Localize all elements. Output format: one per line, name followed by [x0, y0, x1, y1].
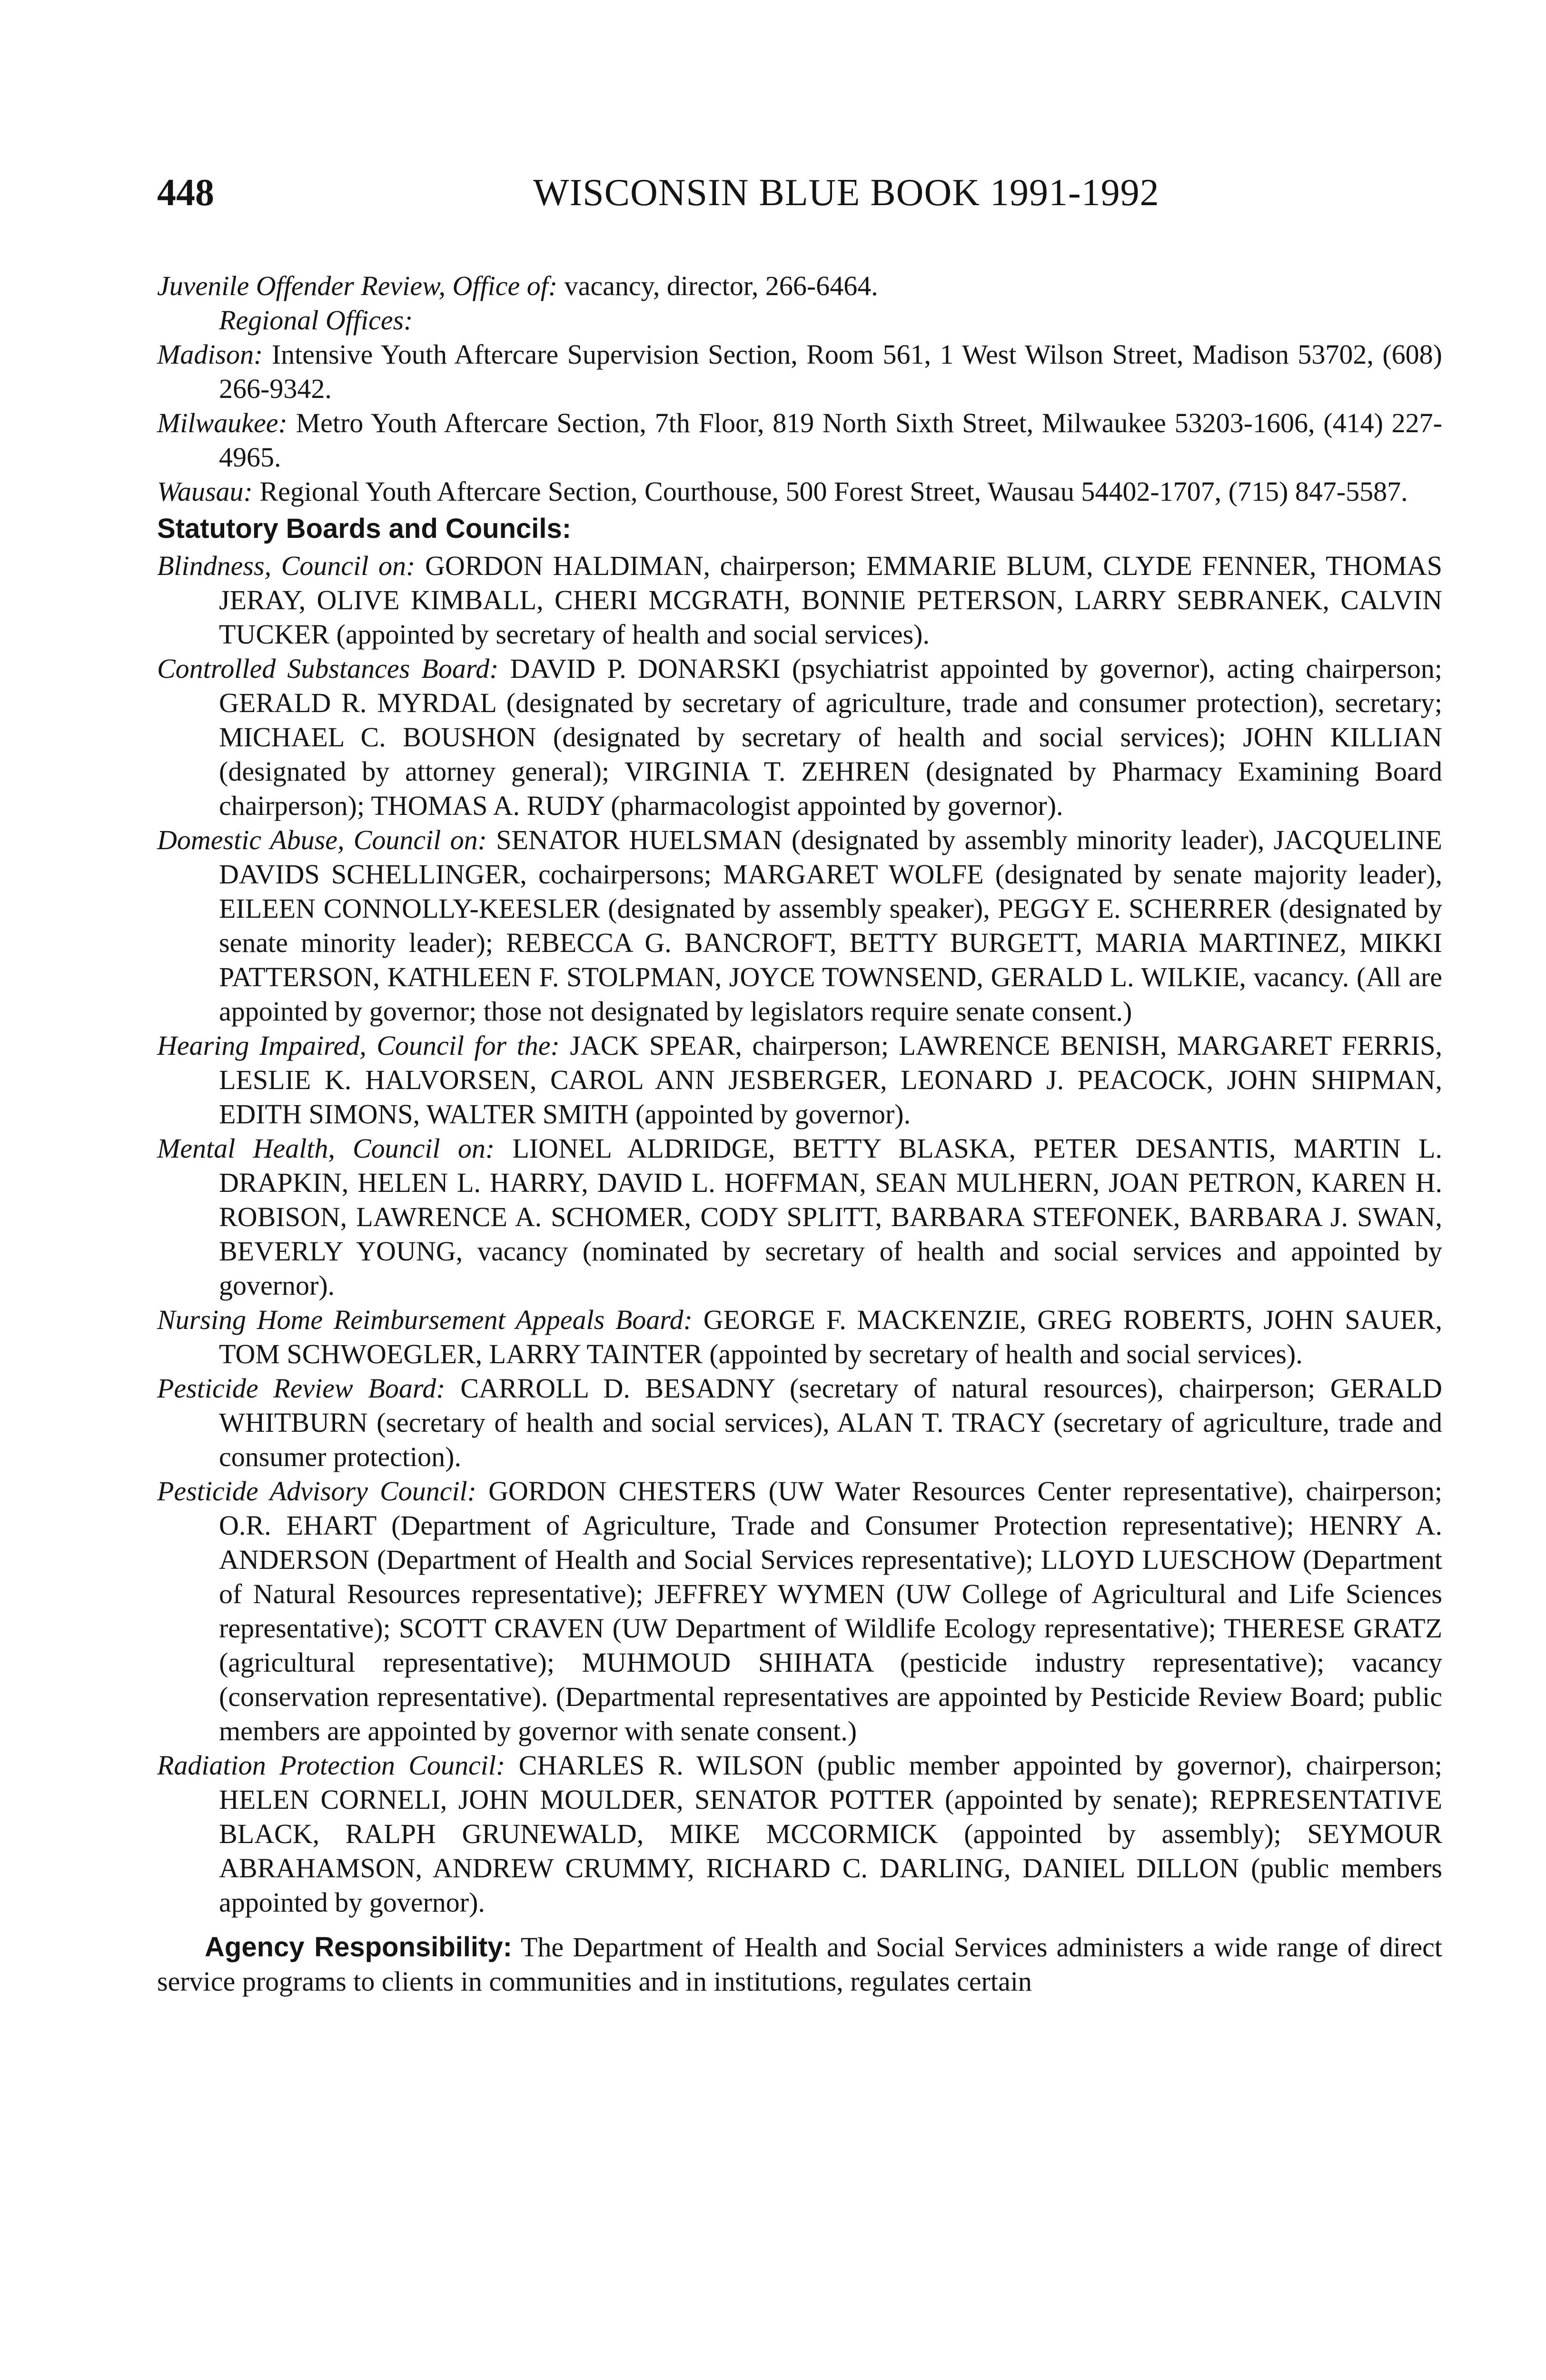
page-header [157, 171, 1442, 224]
regional-office-madison [157, 337, 1442, 406]
entry-text: vacancy, director, 266-6464. [557, 270, 878, 301]
board-entry-mental-health [157, 1131, 1442, 1303]
board-title: Nursing Home Reimbursement Appeals Board: [157, 1304, 693, 1335]
regional-office-wausau [157, 475, 1442, 509]
board-title: Mental Health, Council on: [157, 1133, 495, 1164]
board-text: LIONEL ALDRIDGE, BETTY BLASKA, PETER DESANTIS, MARTIN L. DRAPKIN, HELEN L. HARRY, DAVID L. HOFFMAN, SEAN MULHERN, JOAN PETRON, KAREN H. ROBISON, LAWRENCE A. SCHOMER, CODY SPLITT, BARBARA STEFONEK, BARBARA J. SWAN, BEVERLY YOUNG, vacancy (nominated by secretary of health and social services and appointed by governor). [219, 1133, 1442, 1301]
running-title: WISCONSIN BLUE BOOK 1991-1992 [533, 172, 1160, 214]
entry-title: Juvenile Offender Review, Office of: [157, 270, 558, 301]
board-text: JACK SPEAR, chairperson; LAWRENCE BENISH, MARGARET FERRIS, LESLIE K. HALVORSEN, CAROL ANN JESBERGER, LEONARD J. PEACOCK, JOHN SHIPMAN, EDITH SIMONS, WALTER SMITH (appointed by governor). [219, 1030, 1442, 1130]
board-title: Domestic Abuse, Council on: [157, 824, 487, 855]
office-text: Intensive Youth Aftercare Supervision Section, Room 561, 1 West Wilson Street, Madison 53702, (608) 266-9342. [219, 339, 1442, 404]
board-text: GORDON HALDIMAN, chairperson; EMMARIE BLUM, CLYDE FENNER, THOMAS JERAY, OLIVE KIMBALL, CHERI MCGRATH, BONNIE PETERSON, LARRY SEBRANEK, CALVIN TUCKER (appointed by secretary of health and social services). [219, 550, 1442, 650]
office-label: Madison: [157, 339, 263, 370]
agency-heading: Agency Responsibility: [205, 1932, 512, 1963]
office-label: Wausau: [157, 476, 253, 507]
page-body [157, 269, 1442, 2026]
regional-office-milwaukee [157, 406, 1442, 475]
board-entry-controlled-substances [157, 652, 1442, 823]
office-text: Regional Youth Aftercare Section, Courthouse, 500 Forest Street, Wausau 54402-1707, (715) 847-5587. [252, 476, 1408, 507]
board-title: Hearing Impaired, Council for the: [157, 1030, 560, 1061]
board-entry-domestic-abuse [157, 823, 1442, 1029]
board-entry-nursing-home [157, 1303, 1442, 1371]
board-title: Blindness, Council on: [157, 550, 416, 581]
board-text: DAVID P. DONARSKI (psychiatrist appointed by governor), acting chairperson; GERALD R. MYRDAL (designated by secretary of agriculture, trade and consumer protection), secretary; MICHAEL C. BOUSHON (designated by secretary of health and social services); JOHN KILLIAN (designated by attorney general); VIRGINIA T. ZEHREN (designated by Pharmacy Examining Board chairperson); THOMAS A. RUDY (pharmacologist appointed by governor). [219, 653, 1442, 821]
board-entry-hearing-impaired [157, 1029, 1442, 1131]
board-entry-pesticide-review [157, 1371, 1442, 1474]
board-entry-blindness [157, 549, 1442, 652]
regional-offices-title: Regional Offices: [219, 305, 413, 336]
board-text: GEORGE F. MACKENZIE, GREG ROBERTS, JOHN SAUER, TOM SCHWOEGLER, LARRY TAINTER (appointed by secretary of health and social services). [219, 1304, 1442, 1369]
board-title: Radiation Protection Council: [157, 1750, 505, 1781]
board-text: CARROLL D. BESADNY (secretary of natural resources), chairperson; GERALD WHITBURN (secretary of health and social services), ALAN T. TRACY (secretary of agriculture, trade and consumer protection). [219, 1373, 1442, 1472]
board-entry-radiation-protection [157, 1748, 1442, 1920]
office-label: Milwaukee: [157, 407, 287, 438]
board-text: GORDON CHESTERS (UW Water Resources Center representative), chairperson; O.R. EHART (Department of Agriculture, Trade and Consumer Protection representative); HENRY A. ANDERSON (Department of Health and Social Services representative); LLOYD LUESCHOW (Department of Natural Resources representative); JEFFREY WYMEN (UW College of Agricultural and Life Sciences representative); SCOTT CRAVEN (UW Department of Wildlife Ecology representative); THERESE GRATZ (agricultural representative); MUHMOUD SHIHATA (pesticide industry representative); vacancy (conservation representative). (Departmental representatives are appointed by Pesticide Review Board; public members are appointed by governor with senate consent.) [219, 1476, 1442, 1746]
board-title: Pesticide Advisory Council: [157, 1476, 476, 1507]
office-text: Metro Youth Aftercare Section, 7th Floor, 819 North Sixth Street, Milwaukee 53203-1606, (414) 227-4965. [219, 407, 1442, 473]
board-title: Pesticide Review Board: [157, 1373, 446, 1404]
board-text: SENATOR HUELSMAN (designated by assembly minority leader), JACQUELINE DAVIDS SCHELLINGER, cochairpersons; MARGARET WOLFE (designated by senate majority leader), EILEEN CONNOLLY-KEESLER (designated by assembly speaker), PEGGY E. SCHERRER (designated by senate minority leader); REBECCA G. BANCROFT, BETTY BURGETT, MARIA MARTINEZ, MIKKI PATTERSON, KATHLEEN F. STOLPMAN, JOYCE TOWNSEND, GERALD L. WILKIE, vacancy. (All are appointed by governor; those not designated by legislators require senate consent.) [219, 824, 1442, 1027]
juvenile-entry [157, 269, 1442, 303]
board-text: CHARLES R. WILSON (public member appointed by governor), chairperson; HELEN CORNELI, JOHN MOULDER, SENATOR POTTER (appointed by senate); REPRESENTATIVE BLACK, RALPH GRUNEWALD, MIKE MCCORMICK (appointed by assembly); SEYMOUR ABRAHAMSON, ANDREW CRUMMY, RICHARD C. DARLING, DANIEL DILLON (public members appointed by governor). [219, 1750, 1442, 1918]
statutory-heading: Statutory Boards and Councils: [157, 513, 572, 544]
board-entry-pesticide-advisory [157, 1474, 1442, 1748]
agency-responsibility [157, 1930, 1442, 1999]
agency-text: The Department of Health and Social Services administers a wide range of direct service programs to clients in communities and in institutions, regulates certain [157, 1932, 1442, 1997]
board-title: Controlled Substances Board: [157, 653, 499, 684]
page-number: 448 [157, 172, 214, 214]
